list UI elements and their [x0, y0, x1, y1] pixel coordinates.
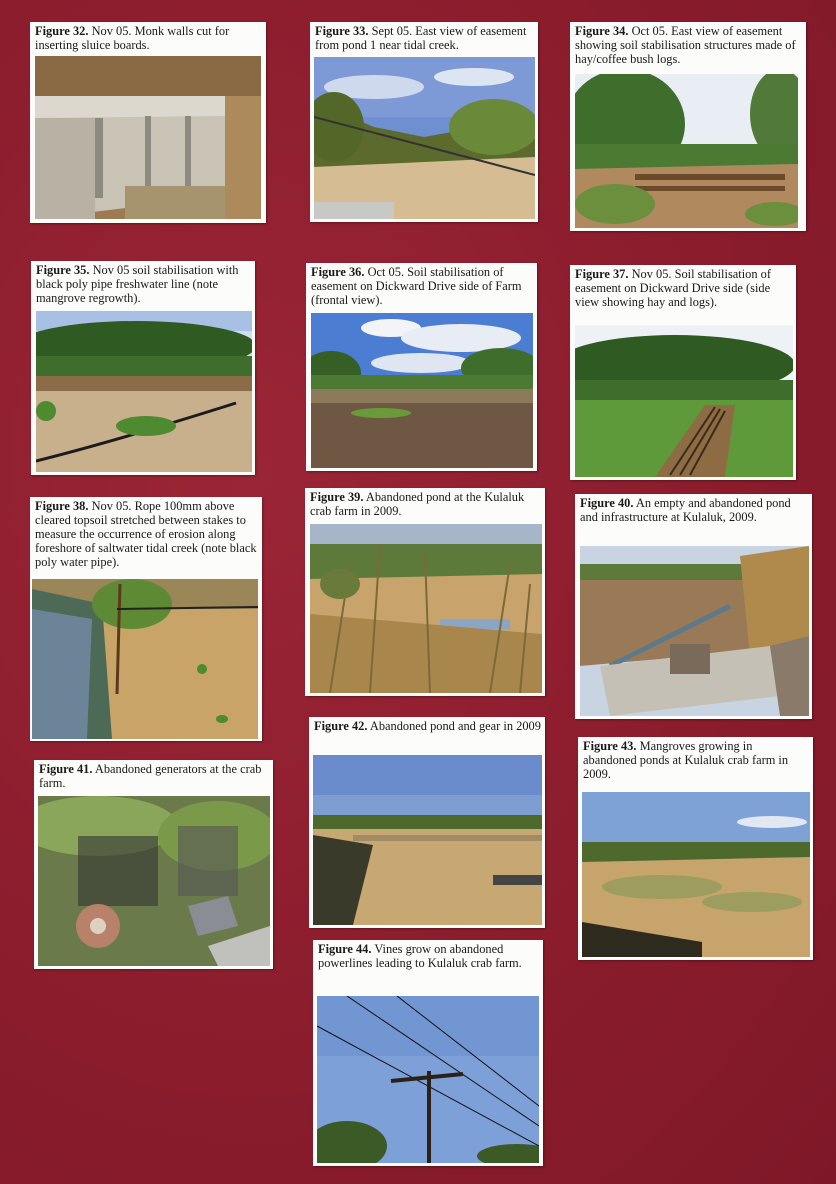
photo-easement-east	[314, 57, 535, 219]
figure-caption	[311, 265, 533, 307]
figure-number: Figure 41.	[39, 762, 93, 776]
figure-text: Sept 05. East view of easement from pond 1 near tidal creek.	[315, 24, 527, 52]
photo-frontal-view	[311, 313, 533, 468]
figure-number: Figure 39.	[310, 490, 364, 504]
figure-text: Nov 05. Monk walls cut for inserting sluice boards.	[35, 24, 230, 52]
figure-card-34	[570, 22, 806, 231]
photo-side-view	[575, 325, 793, 477]
photo-poly-pipe	[36, 311, 252, 472]
figure-card-44	[313, 940, 543, 1166]
photo-hay-logs	[575, 74, 798, 228]
figure-number: Figure 36.	[311, 265, 365, 279]
photo-abandoned-pond-gear	[313, 755, 542, 925]
figure-card-42	[309, 717, 545, 928]
figure-text: Abandoned generators at the crab farm.	[39, 762, 262, 790]
figure-number: Figure 35.	[36, 263, 90, 277]
figure-number: Figure 42.	[314, 719, 368, 733]
figure-caption	[35, 499, 258, 569]
photo-abandoned-generators	[38, 796, 270, 966]
figure-caption	[36, 263, 251, 305]
figure-text: Oct 05. East view of easement showing soil stabilisation structures made of hay/coffee bush logs.	[575, 24, 796, 66]
figure-card-36	[306, 263, 537, 471]
figure-caption	[583, 739, 809, 781]
figure-number: Figure 32.	[35, 24, 89, 38]
figure-card-43	[578, 737, 813, 960]
figure-caption	[575, 267, 792, 309]
figure-caption	[315, 24, 534, 52]
figure-caption	[314, 719, 541, 733]
figure-caption	[310, 490, 541, 518]
figure-card-35	[31, 261, 255, 475]
figure-text: Nov 05 soil stabilisation with black poly pipe freshwater line (note mangrove regrowth).	[36, 263, 239, 305]
figure-text: Vines grow on abandoned powerlines leading to Kulaluk crab farm.	[318, 942, 522, 970]
figure-caption	[35, 24, 262, 52]
figure-card-37	[570, 265, 796, 480]
figure-card-39	[305, 488, 545, 696]
photo-mangroves-ponds	[582, 792, 810, 957]
figure-number: Figure 34.	[575, 24, 629, 38]
figure-text: Oct 05. Soil stabilisation of easement on Dickward Drive side of Farm (frontal view).	[311, 265, 522, 307]
figure-number: Figure 40.	[580, 496, 634, 510]
figure-card-32	[30, 22, 266, 223]
figure-text: Abandoned pond at the Kulaluk crab farm in 2009.	[310, 490, 525, 518]
figure-card-40	[575, 494, 812, 719]
figure-card-41	[34, 760, 273, 969]
photo-powerlines	[317, 996, 539, 1163]
figure-text: Nov 05. Rope 100mm above cleared topsoil stretched between stakes to measure the occurrence of erosion along foreshore of saltwater tidal creek (note black poly water pipe).	[35, 499, 257, 569]
figure-caption	[580, 496, 808, 524]
figure-caption	[575, 24, 802, 66]
figure-text: An empty and abandoned pond and infrastructure at Kulaluk, 2009.	[580, 496, 791, 524]
figure-caption	[318, 942, 539, 970]
photo-abandoned-pond	[310, 524, 542, 693]
figure-number: Figure 44.	[318, 942, 372, 956]
figure-number: Figure 43.	[583, 739, 637, 753]
figure-card-33	[310, 22, 538, 222]
figure-number: Figure 33.	[315, 24, 369, 38]
figure-text: Abandoned pond and gear in 2009	[367, 719, 541, 733]
figure-card-38	[30, 497, 262, 741]
figure-number: Figure 38.	[35, 499, 89, 513]
figure-caption	[39, 762, 269, 790]
photo-empty-pond-infrastructure	[580, 546, 809, 716]
photo-erosion-rope	[32, 579, 258, 739]
figure-text: Mangroves growing in abandoned ponds at Kulaluk crab farm in 2009.	[583, 739, 789, 781]
figure-number: Figure 37.	[575, 267, 629, 281]
photo-monk-walls	[35, 56, 261, 219]
figure-text: Nov 05. Soil stabilisation of easement on Dickward Drive side (side view showing hay and logs).	[575, 267, 771, 309]
